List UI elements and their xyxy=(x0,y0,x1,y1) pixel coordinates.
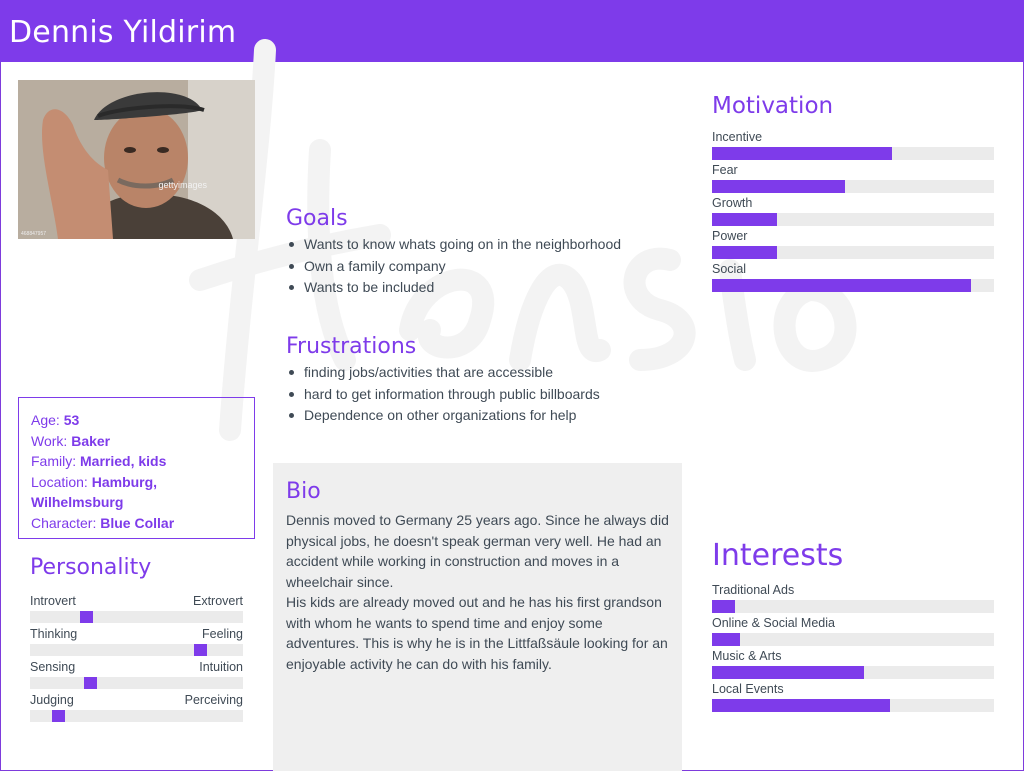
trait-judging-perceiving xyxy=(30,693,243,726)
info-family-value: Married, kids xyxy=(80,453,167,469)
bar-track xyxy=(712,600,994,613)
trait-sensing-intuition xyxy=(30,660,243,693)
interest-online-social-media xyxy=(712,616,994,649)
info-family-label: Family: xyxy=(31,453,77,469)
info-location xyxy=(31,472,242,513)
frustrations-list xyxy=(286,362,676,427)
header-bar xyxy=(0,0,1024,62)
trait-marker xyxy=(52,710,65,722)
bar-label: Local Events xyxy=(712,682,784,696)
goal-item: Wants to be included xyxy=(286,277,676,299)
trait-left-label: Sensing xyxy=(30,660,76,674)
bar-fill xyxy=(712,147,892,160)
bar-label: Music & Arts xyxy=(712,649,782,663)
frustrations-title: Frustrations xyxy=(286,334,417,359)
personality-title: Personality xyxy=(30,555,152,580)
info-character-value: Blue Collar xyxy=(100,514,175,531)
goals-list xyxy=(286,234,676,299)
photo-watermark: gettyimages xyxy=(158,180,207,190)
goal-item: Wants to know whats going on in the neighborhood xyxy=(286,234,676,256)
trait-right-label: Intuition xyxy=(199,660,243,674)
goals-section xyxy=(286,206,676,299)
trait-marker xyxy=(80,611,93,623)
bar-fill xyxy=(712,279,971,292)
bio-paragraph: His kids are already moved out and he has his first grandson with whom he wants to spend time and enjoy some adventures. This is why he is in the Littfaßsäule looking for an enjoyable activity he can do with his family. xyxy=(286,594,668,672)
bio-paragraph: Dennis moved to Germany 25 years ago. Since he always did physical jobs, he doesn't speak german very well. He had an accident while working in construction and moves in a wheelchair since. xyxy=(286,512,669,590)
bar-track xyxy=(712,147,994,160)
goal-item: Own a family company xyxy=(286,256,676,278)
bar-track xyxy=(712,699,994,712)
info-location-value: Hamburg, Wilhelmsburg xyxy=(31,473,158,510)
trait-track xyxy=(30,677,243,689)
trait-marker xyxy=(84,677,97,689)
persona-photo xyxy=(18,80,255,239)
trait-left-label: Introvert xyxy=(30,594,76,608)
bar-fill xyxy=(712,600,735,613)
bar-fill xyxy=(712,666,864,679)
bar-fill xyxy=(712,699,890,712)
info-age-value: 53 xyxy=(63,412,80,428)
bar-label: Incentive xyxy=(712,130,763,144)
info-family xyxy=(31,451,242,472)
bar-track xyxy=(712,246,994,259)
motivation-section xyxy=(712,93,994,295)
info-work xyxy=(31,431,242,452)
bar-fill xyxy=(712,633,740,646)
info-character xyxy=(31,513,242,534)
interest-local-events xyxy=(712,682,994,715)
motivation-growth xyxy=(712,196,994,229)
frustration-item: finding jobs/activities that are accessible xyxy=(286,362,676,384)
bar-track xyxy=(712,213,994,226)
bar-label: Fear xyxy=(712,163,738,177)
info-age-label: Age: xyxy=(31,412,60,428)
interests-section xyxy=(712,538,994,715)
bar-track xyxy=(712,666,994,679)
motivation-social xyxy=(712,262,994,295)
trait-thinking-feeling xyxy=(30,627,243,660)
goals-title: Goals xyxy=(286,206,348,231)
bar-label: Social xyxy=(712,262,747,276)
personality-section xyxy=(30,555,243,726)
trait-right-label: Perceiving xyxy=(184,693,243,707)
frustrations-section xyxy=(286,334,676,427)
info-work-value: Baker xyxy=(71,432,111,449)
motivation-title: Motivation xyxy=(712,93,834,119)
frustration-item: Dependence on other organizations for help xyxy=(286,405,676,427)
trait-track xyxy=(30,710,243,722)
interests-title: Interests xyxy=(712,538,844,573)
portrait-illustration xyxy=(18,80,255,239)
motivation-fear xyxy=(712,163,994,196)
interest-music-arts xyxy=(712,649,994,682)
bar-label: Growth xyxy=(712,196,753,210)
motivation-incentive xyxy=(712,130,994,163)
bar-label: Traditional Ads xyxy=(712,583,795,597)
trait-left-label: Judging xyxy=(30,693,74,707)
trait-marker xyxy=(194,644,207,656)
persona-name: Dennis Yildirim xyxy=(9,15,237,50)
trait-track xyxy=(30,611,243,623)
trait-track xyxy=(30,644,243,656)
info-age xyxy=(31,410,242,431)
bar-fill xyxy=(712,180,845,193)
bar-fill xyxy=(712,213,777,226)
bio-section xyxy=(273,463,682,771)
interest-traditional-ads xyxy=(712,583,994,616)
info-character-label: Character: xyxy=(31,514,97,531)
persona-info-box xyxy=(18,397,255,539)
frustration-item: hard to get information through public billboards xyxy=(286,384,676,406)
info-work-label: Work: xyxy=(31,432,68,449)
bar-fill xyxy=(712,246,777,259)
info-location-label: Location: xyxy=(31,473,88,490)
bar-track xyxy=(712,279,994,292)
bar-label: Power xyxy=(712,229,748,243)
trait-introvert-extrovert xyxy=(30,594,243,627)
trait-right-label: Feeling xyxy=(202,627,243,641)
bar-track xyxy=(712,180,994,193)
photo-id: 468847957 xyxy=(21,231,47,237)
trait-left-label: Thinking xyxy=(30,627,78,641)
bar-label: Online & Social Media xyxy=(712,616,835,630)
bio-title: Bio xyxy=(286,479,321,504)
motivation-power xyxy=(712,229,994,262)
bar-track xyxy=(712,633,994,646)
trait-right-label: Extrovert xyxy=(192,594,243,608)
